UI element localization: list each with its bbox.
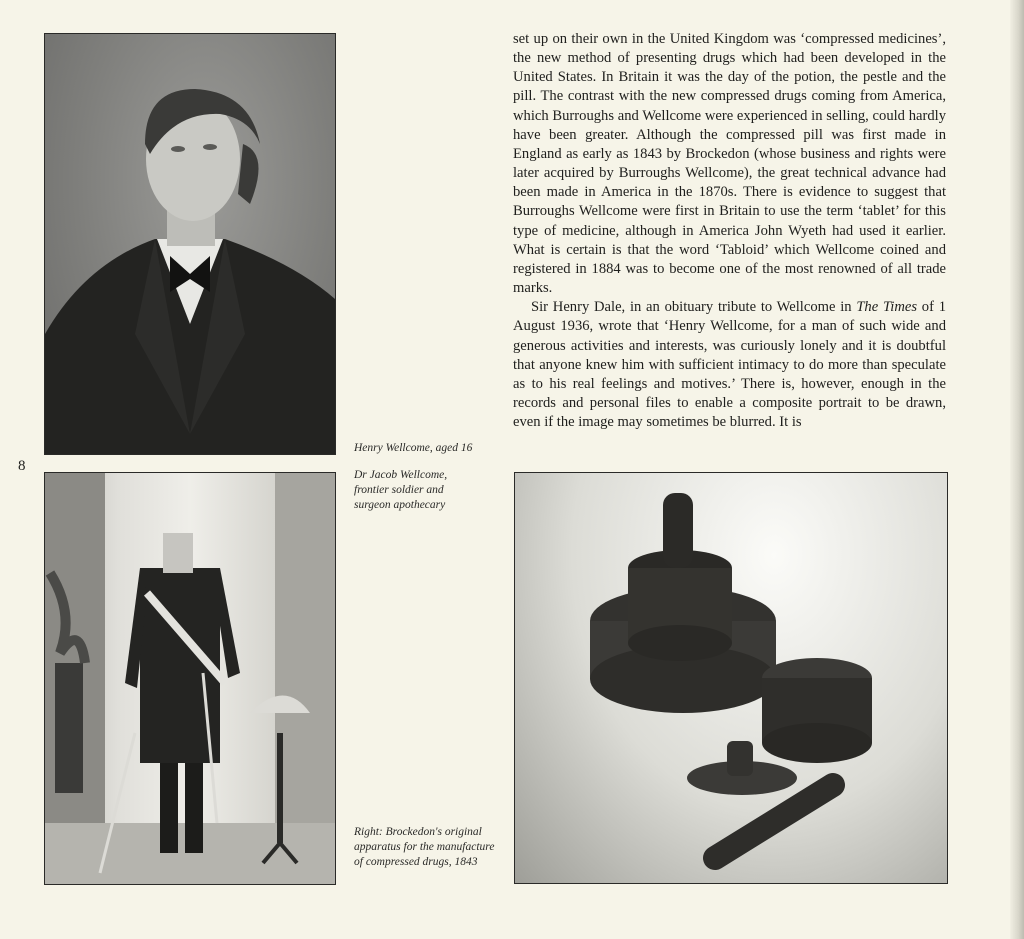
paragraph-2	[513, 298, 946, 432]
caption-father: Dr Jacob Wellcome, frontier soldier and surgeon apothecary	[354, 469, 448, 511]
paragraph-1: set up on their own in the United Kingdom was ‘compressed medicines’, the new method of presenting drugs which had been developed in the United States. In Britain it was the day of the potion, the pestle and the pill. The contrast with the new compressed drugs coming from America, which Burroughs and Wellcome were experienced in selling, could hardly have been greater. Although the compressed pill was first made in England as early as 1843 by Brockedon (whose business and rights were later acquired by Burroughs Wellcome), the great technical advance had been made in America in the 1870s. There is evidence to suggest that Burroughs Wellcome were first in Britain to use the term ‘tablet’ for this type of medicine, although in America John Wyeth had used it earlier. What is certain is that the word ‘Tabloid’ which Wellcome coined and registered in 1884 was to become one of the most renowned of all trade marks.	[513, 31, 946, 297]
father-illustration	[45, 473, 335, 884]
portrait-illustration	[45, 34, 335, 454]
newspaper-title: The Times	[856, 299, 918, 316]
caption-apparatus: Right: Brockedon's original apparatus for the manufacture of compressed drugs, 1843	[354, 826, 495, 868]
book-spine-shadow	[1010, 0, 1024, 939]
paragraph-2-end: of 1 August 1936, wrote that ‘Henry Wellcome, for a man of such wide and generous activities and interests, was curiously lonely and it is doubtful that anyone knew him with sufficient intimacy to do more than speculate as to his real feelings and motives.’ There is, however, enough in the records and personal files to enable a composite portrait to be drawn, even if the image may sometimes be blurred. It is	[513, 299, 946, 431]
apparatus-illustration	[515, 473, 947, 883]
paragraph-2-start: Sir Henry Dale, in an obituary tribute to Wellcome in	[531, 299, 857, 316]
caption-portrait: Henry Wellcome, aged 16	[354, 442, 473, 454]
body-text	[513, 30, 946, 432]
father-photo	[44, 472, 336, 885]
page-number: 8	[18, 458, 26, 474]
apparatus-photo	[514, 472, 948, 884]
portrait-photo	[44, 33, 336, 455]
